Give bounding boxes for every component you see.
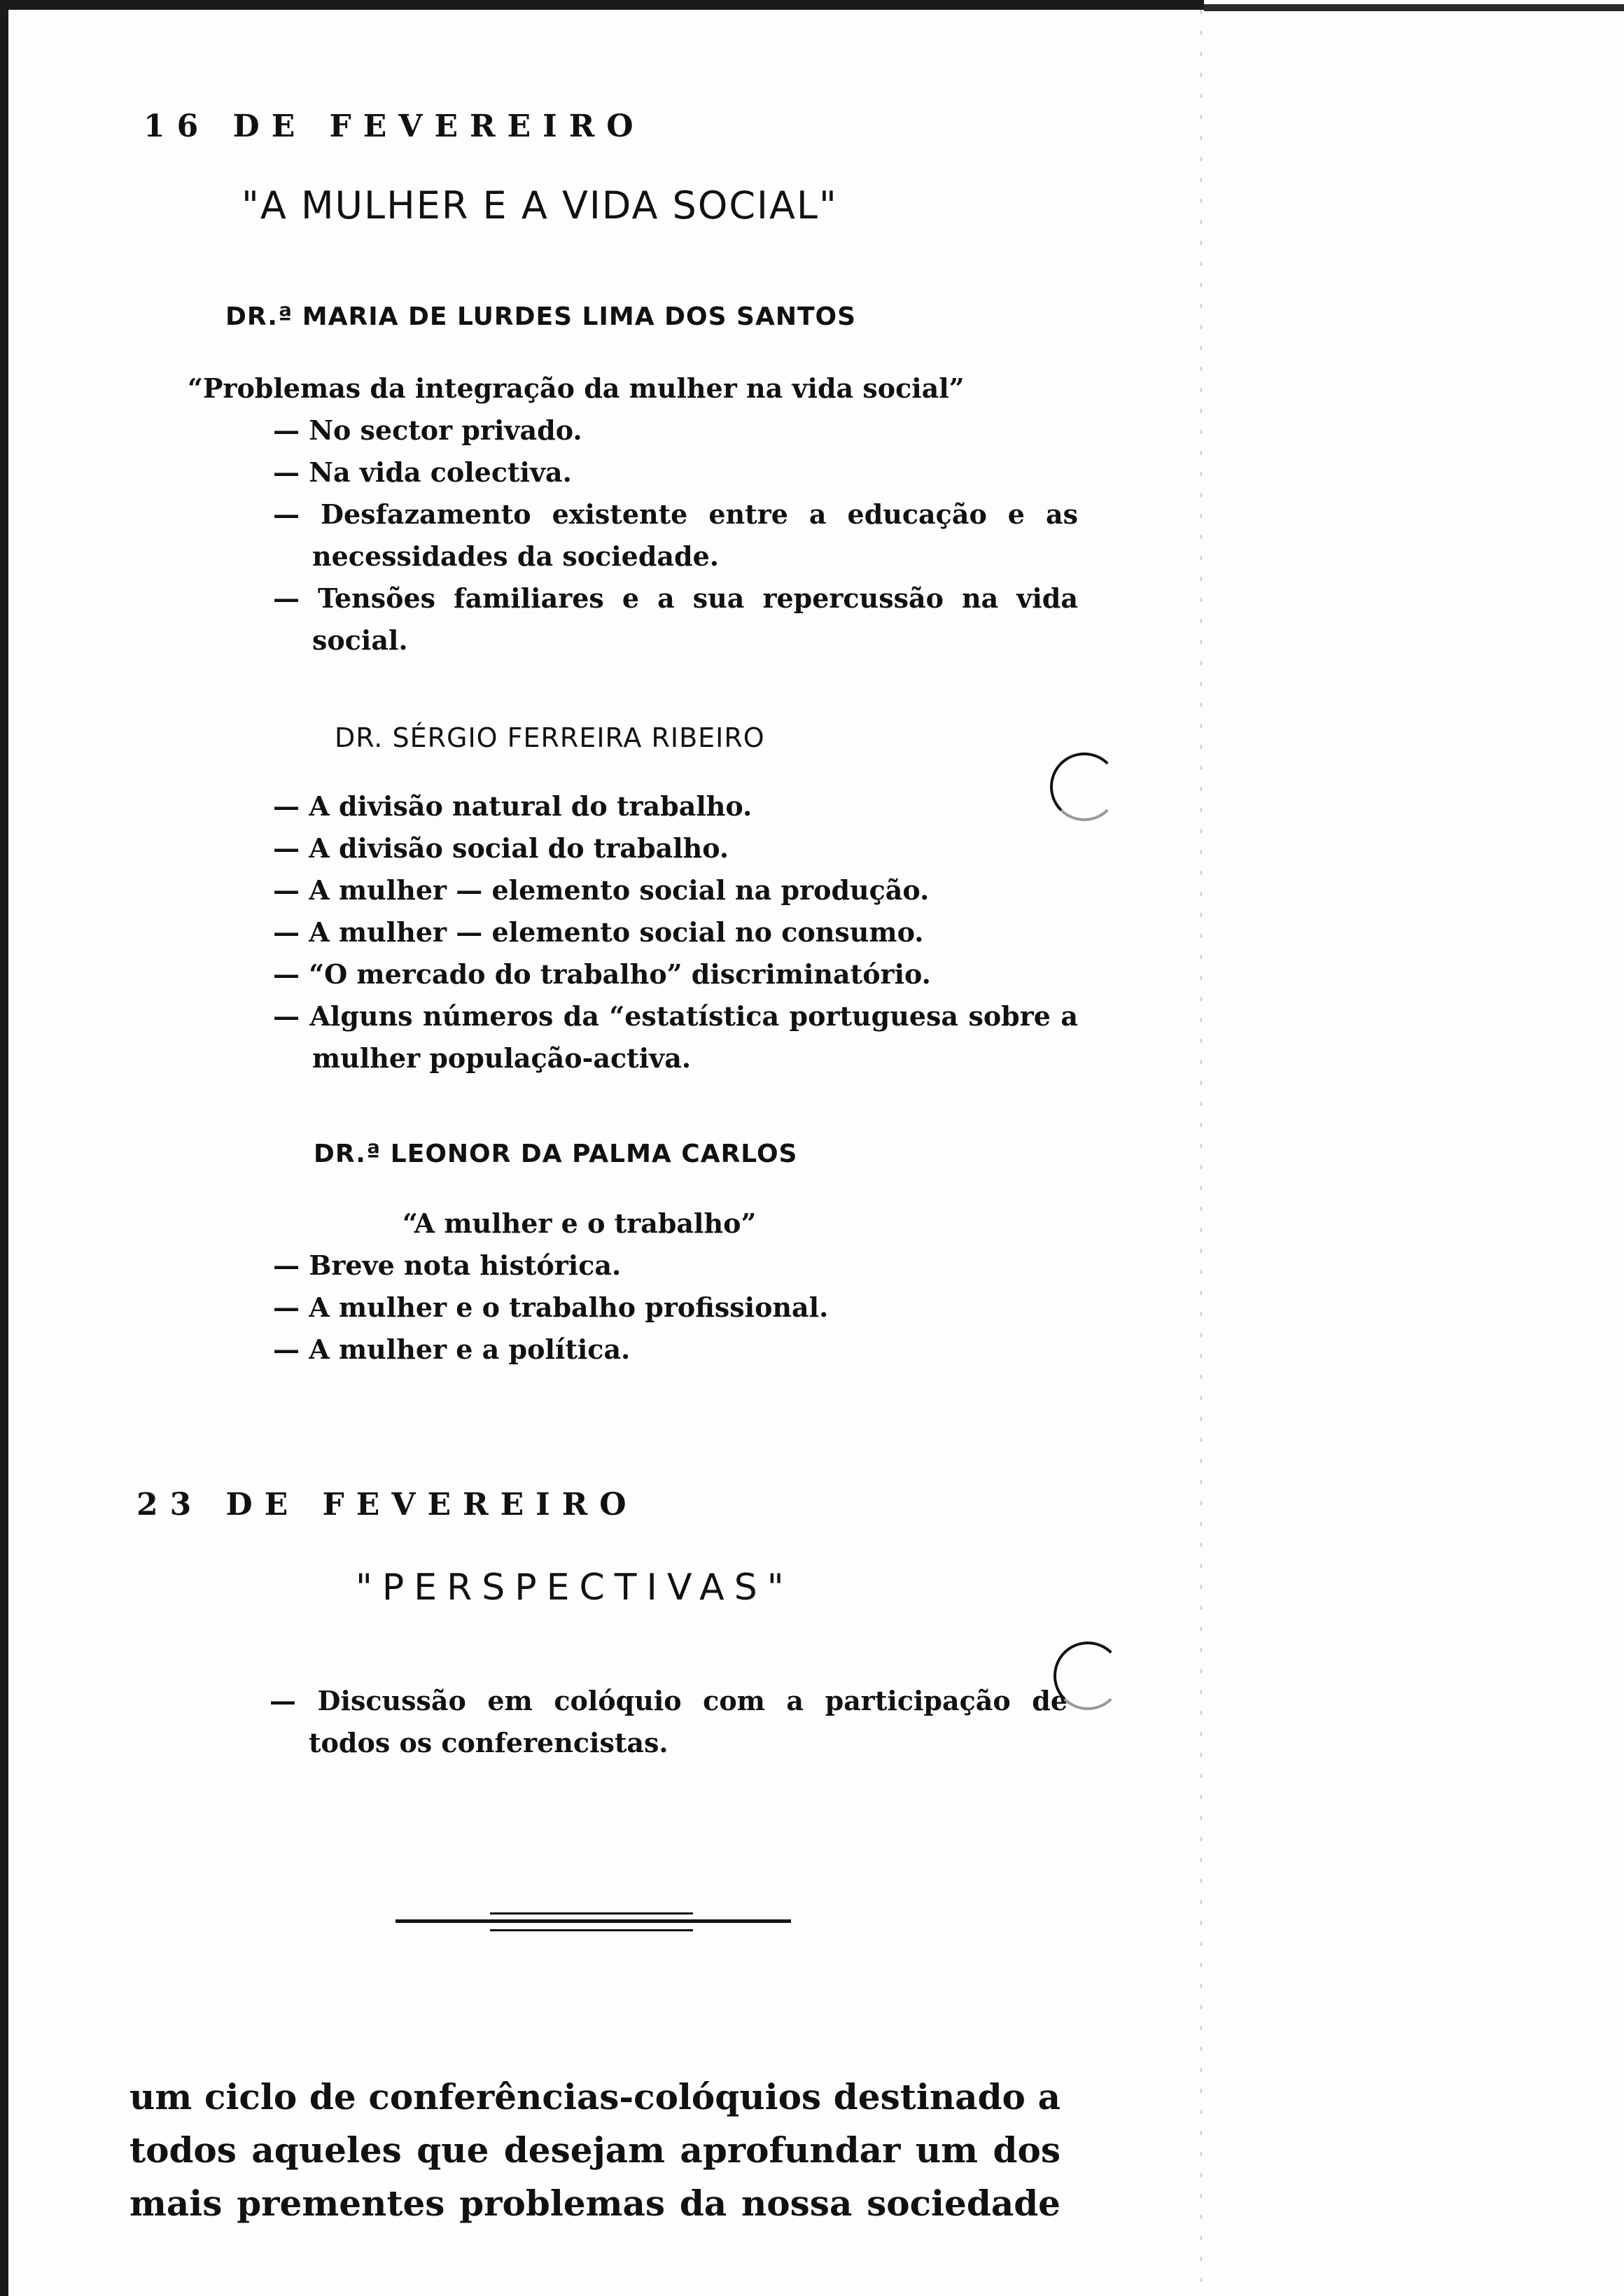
divider-rule xyxy=(396,1919,791,1923)
section2-item: — Discussão em colóquio com a participação de todos os conferencistas. xyxy=(270,1685,1068,1758)
speaker3-name: DR.ª LEONOR DA PALMA CARLOS xyxy=(314,1140,798,1168)
top-border xyxy=(0,0,1204,10)
speaker3-item: — A mulher e o trabalho profissional. xyxy=(273,1292,829,1323)
speaker3-item: — Breve nota histórica. xyxy=(273,1250,622,1281)
closing-paragraph xyxy=(130,2071,1060,2230)
section1-title: "A MULHER E A VIDA SOCIAL" xyxy=(241,183,838,227)
speaker2-item: — A divisão natural do trabalho. xyxy=(273,790,752,822)
speaker1-item: — Tensões familiares e a sua repercussão na vida social. xyxy=(273,582,1078,656)
speaker1-items xyxy=(273,410,1078,662)
speaker2-item: — A mulher — elemento social no consumo. xyxy=(273,916,924,948)
section1-date: 16 DE FEVEREIRO xyxy=(144,108,645,144)
speaker2-items xyxy=(273,785,1078,1079)
punch-hole-mark xyxy=(1054,1642,1122,1710)
speaker3-items xyxy=(273,1245,1078,1371)
page-fold-line xyxy=(1200,10,1202,2296)
speaker2-item: — A mulher — elemento social na produção. xyxy=(273,874,930,906)
divider-rule-bottom xyxy=(490,1929,693,1931)
speaker1-name: DR.ª MARIA DE LURDES LIMA DOS SANTOS xyxy=(225,302,857,331)
section2-items xyxy=(270,1680,1068,1764)
speaker2-item: — “O mercado do trabalho” discriminatório. xyxy=(273,958,931,990)
closing-line: um ciclo de conferências-colóquios destinado a xyxy=(130,2076,1060,2118)
divider-rule-top xyxy=(490,1912,693,1914)
speaker2-item: — A divisão social do trabalho. xyxy=(273,832,729,864)
speaker1-item: — Desfazamento existente entre a educação e as necessidades da sociedade. xyxy=(273,498,1078,572)
punch-hole-mark xyxy=(1050,752,1119,821)
top-border-right xyxy=(1204,4,1624,11)
section2-date: 23 DE FEVEREIRO xyxy=(136,1487,638,1522)
closing-line: todos aqueles que desejam aprofundar um dos xyxy=(130,2129,1060,2171)
speaker3-item: — A mulher e a política. xyxy=(273,1334,631,1365)
speaker1-item: — Na vida colectiva. xyxy=(273,456,572,488)
left-border xyxy=(0,0,8,2296)
speaker1-item: — No sector privado. xyxy=(273,414,582,446)
speaker3-topic: “A mulher e o trabalho” xyxy=(402,1208,757,1239)
speaker2-name: DR. SÉRGIO FERREIRA RIBEIRO xyxy=(335,722,765,753)
closing-line: mais prementes problemas da nossa sociedade xyxy=(130,2183,1060,2224)
speaker2-item: — Alguns números da “estatística portuguesa sobre a mulher população-activa. xyxy=(273,1000,1078,1074)
section2-title: "PERSPECTIVAS" xyxy=(356,1567,794,1609)
speaker1-topic: “Problemas da integração da mulher na vida social” xyxy=(188,372,965,404)
